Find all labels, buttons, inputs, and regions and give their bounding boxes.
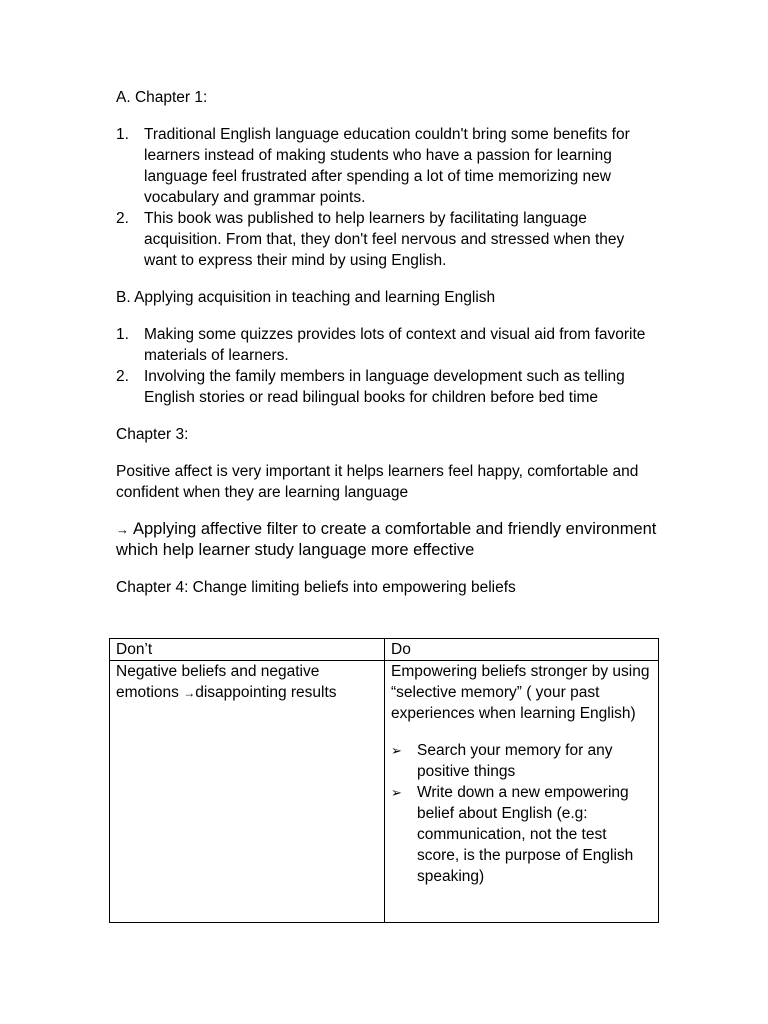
list-item bbox=[116, 208, 661, 271]
chapter4-heading: Chapter 4: Change limiting beliefs into empowering beliefs bbox=[116, 579, 516, 596]
chapter3-heading: Chapter 3: bbox=[116, 426, 189, 443]
section-b-heading: B. Applying acquisition in teaching and learning English bbox=[116, 289, 496, 306]
arrow-bullet-icon: ➢ bbox=[391, 743, 402, 758]
table-row bbox=[110, 661, 659, 923]
list-item bbox=[391, 782, 652, 887]
list-number: 2. bbox=[116, 210, 129, 227]
list-item-text: Traditional English language education couldn't bring some benefits for learners instead of making students who have a passion for learning language feel frustrated after spending a lot of time memorizing new vocabulary and grammar points. bbox=[144, 126, 630, 206]
chapter3-paragraph: Positive affect is very important it helps learners feel happy, comfortable and confident when they are learning language bbox=[116, 463, 639, 501]
dont-text-part2: disappointing results bbox=[195, 684, 337, 701]
list-item bbox=[116, 366, 661, 408]
do-text: Empowering beliefs stronger by using “selective memory” ( your past experiences when learning English) bbox=[391, 663, 650, 722]
list-number: 1. bbox=[116, 326, 129, 343]
list-item-text: Making some quizzes provides lots of context and visual aid from favorite materials of learners. bbox=[144, 326, 646, 364]
list-item bbox=[391, 740, 652, 782]
right-arrow-icon: → bbox=[183, 686, 196, 700]
arrow-paragraph-text: Applying affective filter to create a comfortable and friendly environment which help learner study language more effective bbox=[116, 520, 657, 559]
do-bullet-list bbox=[391, 740, 652, 887]
list-item bbox=[116, 324, 661, 366]
list-number: 2. bbox=[116, 368, 129, 385]
list-item-text: Involving the family members in language development such as telling English stories or read bilingual books for children before bed time bbox=[144, 368, 625, 406]
beliefs-table bbox=[109, 638, 659, 923]
dont-cell bbox=[110, 661, 385, 923]
section-a-list bbox=[116, 124, 661, 271]
list-item bbox=[116, 124, 661, 208]
arrow-bullet-icon: ➢ bbox=[391, 785, 402, 800]
section-b-list bbox=[116, 324, 661, 408]
do-cell bbox=[385, 661, 659, 923]
column-header-do: Do bbox=[385, 639, 659, 661]
bullet-text: Search your memory for any positive things bbox=[417, 742, 613, 780]
column-header-dont: Don’t bbox=[110, 639, 385, 661]
section-a-heading: A. Chapter 1: bbox=[116, 89, 208, 106]
bullet-text: Write down a new empowering belief about English (e.g: communication, not the test score, is the purpose of English speaking) bbox=[417, 784, 634, 885]
list-item-text: This book was published to help learners by facilitating language acquisition. From that, they don't feel nervous and stressed when they want to express their mind by using English. bbox=[144, 210, 625, 269]
dont-text-part1: Negative beliefs and negative emotions bbox=[116, 663, 320, 701]
document-body bbox=[116, 87, 661, 598]
table-header-row bbox=[110, 639, 659, 661]
right-arrow-icon: → bbox=[116, 522, 129, 537]
list-number: 1. bbox=[116, 126, 129, 143]
chapter3-arrow-paragraph bbox=[116, 519, 661, 561]
